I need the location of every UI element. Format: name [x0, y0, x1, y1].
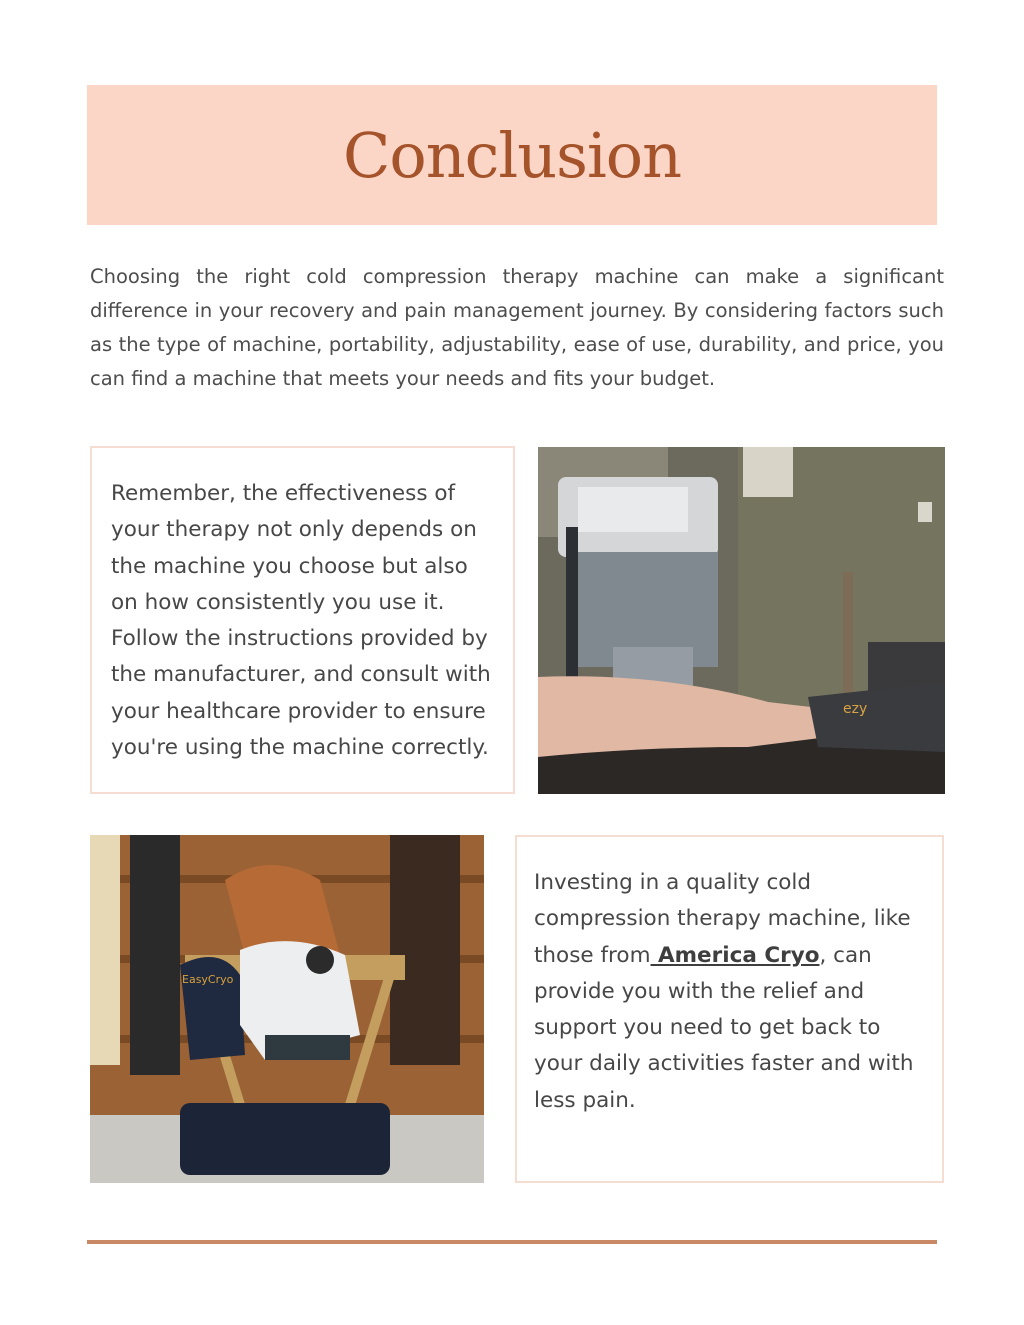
- investment-text-after: , can provide you with the relief and support you need to get back to your daily activities faster and with less pain.: [534, 942, 914, 1113]
- investment-text-before: Investing in a quality cold compression therapy machine, like those from: [534, 870, 911, 968]
- investment-text: [534, 865, 924, 1119]
- equipment-photo: [90, 835, 484, 1183]
- intro-paragraph: Choosing the right cold compression therapy machine can make a significant difference in your recovery and pain management journey. By considering factors such as the type of machine, portability, adjustability, ease of use, durability, and price, you can find a machine that meets your needs and fits your budget.: [90, 265, 944, 390]
- reminder-card: [90, 446, 515, 794]
- america-cryo-link[interactable]: America Cryo: [650, 942, 820, 968]
- reminder-text: Remember, the effectiveness of your therapy not only depends on the machine you choose but also on how consistently you use it. Follow the instructions provided by the manufacturer, and consult with your healthcare provider to ensure you're using the machine correctly.: [111, 481, 491, 761]
- photo2-brand-text: EasyCryo: [182, 973, 234, 986]
- therapy-room-illustration: [538, 447, 945, 794]
- photo1-brand-text: ezy: [843, 701, 868, 717]
- investment-card: [515, 835, 944, 1183]
- footer-divider: [87, 1240, 937, 1244]
- therapy-room-photo: [538, 447, 945, 794]
- title-banner: [87, 85, 937, 225]
- page-title: Conclusion: [342, 118, 682, 192]
- equipment-illustration: [90, 835, 484, 1183]
